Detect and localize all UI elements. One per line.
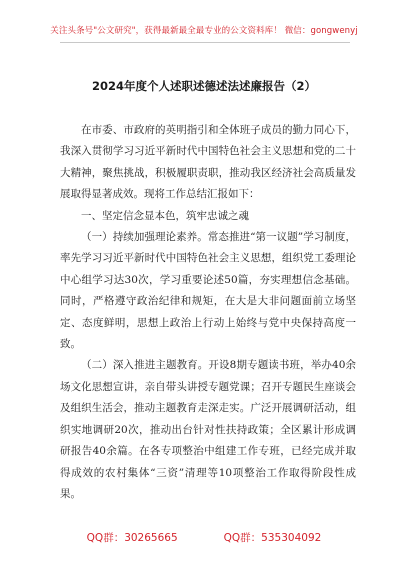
document-body xyxy=(60,120,356,505)
paragraph-intro: 在市委、市政府的英明指引和全体班子成员的勤力同心下，我深入贯彻学习习近平新时代中国特色社会主义思想和党的二十大精神，聚焦挑战，积极履职责职，推动我区经济社会高质量发展取得显著成效。现将工作总结汇报如下： xyxy=(60,124,356,201)
paragraph-theme-education: （二）深入推进主题教育。开设8期专题读书班，举办40余场文化思想宣讲，亲自带头讲授专题党课；召开专题民生座谈会及组织生活会，推动主题教育走深走实。广泛开展调研活动，组织实地调研20次，推动出台针对性扶持政策；全区累计形成调研报告40余篇。在各专项整治中组建工作专班，已经完成并取得成效的农村集体“三资”清理等10项整治工作取得阶段性成果。 xyxy=(60,359,356,500)
document-title: 2024年度个人述职述德述法述廉报告（2） xyxy=(91,79,316,93)
header-note: 关注头条号"公文研究"，获得最新最全最专业的公文资料库！ 微信：gongwenyj xyxy=(50,26,358,36)
footer-qq-groups xyxy=(0,530,408,545)
qq-group-right: QQ群：535304092 xyxy=(223,532,322,544)
paragraph-theory: （一）持续加强理论素养。常态推进“第一议题”学习制度，率先学习习近平新时代中国特色社会主义思想，组织党工委理论中心组学习达30次，学习重要论述50篇，夯实理想信念基础。同时，严格遵守政治纪律和规矩，在大是大非问题面前立场坚定、态度鲜明，思想上政治上行动上始终与党中央保持高度一致。 xyxy=(60,231,356,351)
qq-group-left: QQ群：30265665 xyxy=(86,532,178,544)
header-divider xyxy=(60,42,350,43)
section-heading-1: 一、坚定信念显本色，筑牢忠诚之魂 xyxy=(81,209,249,222)
